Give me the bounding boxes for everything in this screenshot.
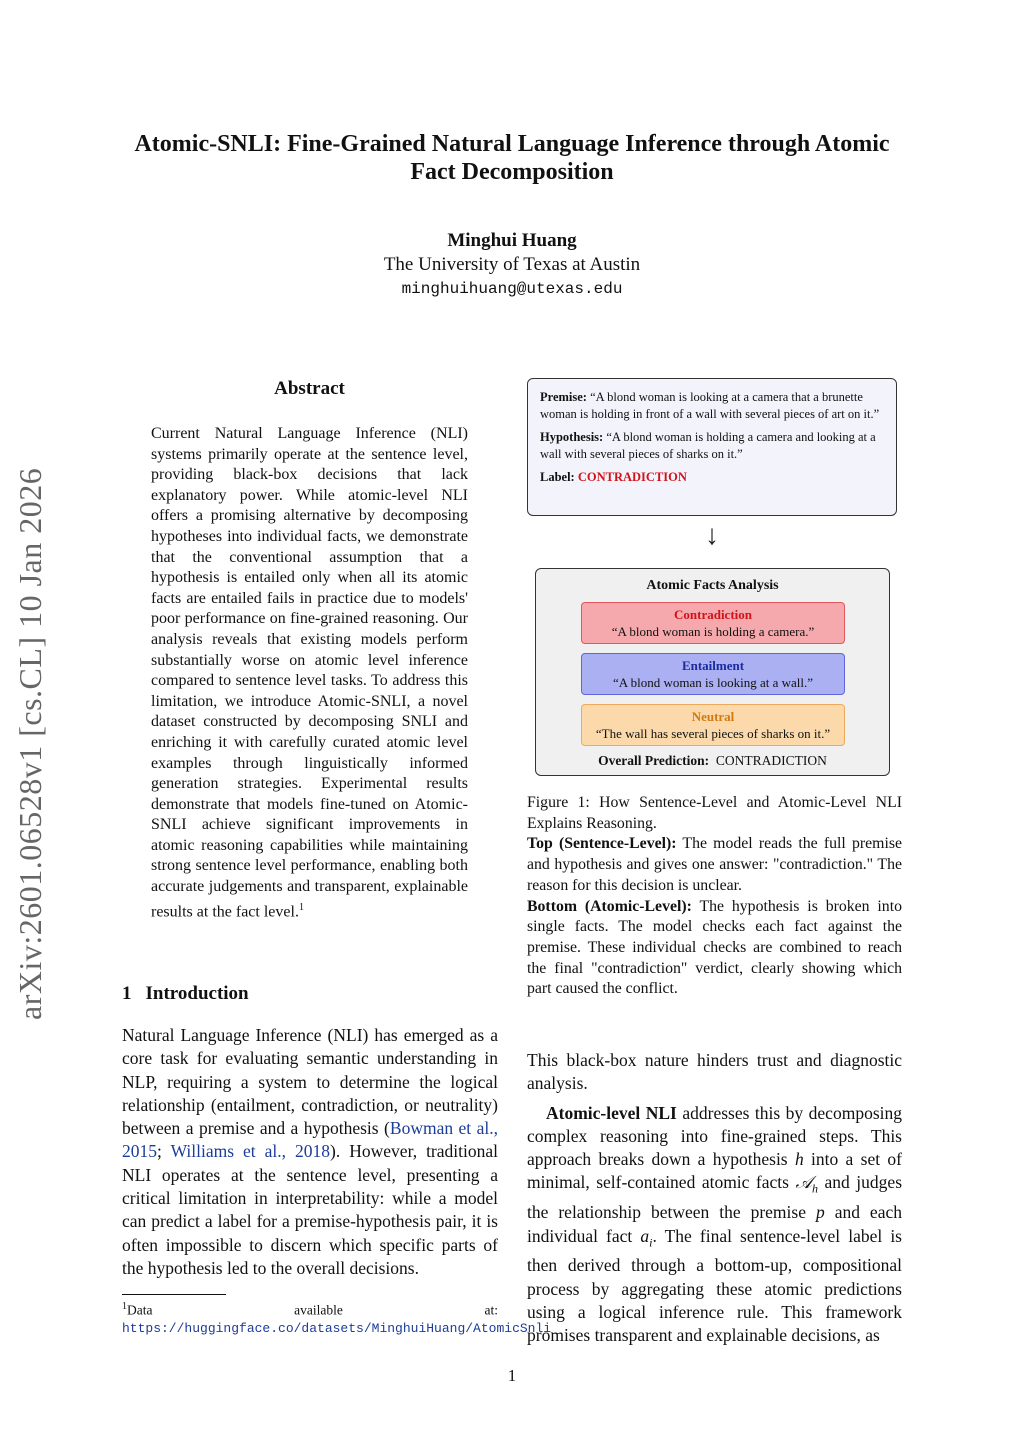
citation-bowman[interactable]: Bowman et al., 2015 [122, 1118, 498, 1162]
fact-text: “The wall has several pieces of sharks on it.” [595, 726, 831, 741]
footnote-rule [122, 1294, 226, 1295]
footnote-text: Data available at: [127, 1302, 498, 1318]
right-column-text [527, 1049, 902, 1354]
intro-paragraph [122, 1024, 498, 1280]
abstract-body [151, 424, 468, 923]
arxiv-stamp: arXiv:2601.06528v1 [cs.CL] 10 Jan 2026 [12, 467, 48, 1020]
math-a-sub: i [649, 1235, 653, 1250]
section-title: Introduction [145, 983, 249, 1004]
intro-text: ). However, traditional NLI operates at the sentence level, presenting a critical limitation in interpretability: while a model can predict a label for a premise-hypothesis pair, it is often impossible to discern which specific parts of the hypothesis led to the overall decisions. [122, 1141, 498, 1278]
paper-title: Atomic-SNLI: Fine-Grained Natural Language Inference through Atomic Fact Decomposition [134, 131, 890, 185]
fact-contradiction [581, 602, 845, 644]
fact-entailment [581, 653, 845, 695]
math-h: h [794, 1149, 804, 1170]
right-paragraph-2 [527, 1102, 902, 1348]
author-affiliation: The University of Texas at Austin [383, 254, 641, 275]
fact-text: “A blond woman is holding a camera.” [611, 624, 815, 639]
down-arrow-icon: ↓ [705, 520, 719, 551]
fact-label: Contradiction [674, 607, 752, 622]
section-number: 1 [122, 983, 132, 1004]
citation-williams[interactable]: Williams et al., 2018 [170, 1141, 331, 1162]
page-number: 1 [507, 1366, 517, 1385]
body-text: into a set of minimal, self-contained atomic facts [527, 1149, 902, 1193]
atomic-facts-box [535, 568, 890, 776]
author-name: Minghui Huang [447, 230, 577, 251]
label-line [540, 469, 884, 486]
math-p: p [815, 1202, 825, 1223]
fact-neutral [581, 704, 845, 746]
premise-text: “A blond woman is looking at a camera that a brunette woman is holding in front of a wall with several pieces of art on it.” [540, 390, 880, 421]
caption-top-text: The model reads the full premise and hypothesis and gives one answer: "contradiction." The reason for this decision is unclear. [527, 835, 902, 894]
analysis-title: Atomic Facts Analysis [646, 578, 779, 593]
premise-label: Premise: [540, 390, 587, 404]
fact-label: Entailment [681, 658, 745, 673]
label-label: Label: [540, 470, 575, 484]
atomic-nli-term: Atomic-level NLI [546, 1102, 677, 1123]
body-text: . The final sentence-level label is then derived through a bottom-up, compositional process by aggregating these atomic predictions using a logical inference rule. This framework promises transparent and explainable decisions, as [527, 1225, 902, 1346]
label-value: CONTRADICTION [577, 470, 687, 484]
sentence-level-box [527, 378, 897, 516]
caption-main: Figure 1: How Sentence-Level and Atomic-Level NLI Explains Reasoning. [527, 794, 902, 832]
body-text: and each individual fact [527, 1202, 902, 1246]
overall-value: CONTRADICTION [715, 753, 827, 768]
caption-top-label: Top (Sentence-Level): [527, 835, 677, 853]
right-paragraph-1: This black-box nature hinders trust and diagnostic analysis. [527, 1050, 902, 1094]
footnote-mark: 1 [122, 1301, 127, 1312]
footnote-ref[interactable]: 1 [298, 901, 304, 913]
footnote [122, 1298, 552, 1337]
math-a: a [640, 1225, 650, 1246]
author-email[interactable]: minghuihuang@utexas.edu [401, 280, 623, 298]
section-heading-introduction [122, 983, 249, 1005]
math-A-sub: h [812, 1181, 819, 1196]
premise [540, 389, 884, 423]
overall-label: Overall Prediction: [598, 753, 710, 768]
citation-separator: ; [157, 1141, 171, 1162]
math-A: 𝒜 [795, 1172, 813, 1193]
fact-text: “A blond woman is looking at a wall.” [612, 675, 814, 690]
figure-caption [527, 793, 902, 1000]
hypothesis-text: “A blond woman is holding a camera and looking at a wall with several pieces of sharks on it.” [540, 430, 876, 461]
intro-text: Natural Language Inference (NLI) has emerged as a core task for evaluating semantic understanding in NLP, requiring a system to determine the logical relationship (entailment, contradiction, or neutrality) between a premise and a hypothesis ( [122, 1025, 498, 1139]
body-text: and judges the relationship between the premise [527, 1172, 902, 1223]
footnote-url[interactable]: https://huggingface.co/datasets/MinghuiHuang/AtomicSnli [122, 1320, 552, 1336]
caption-bottom-label: Bottom (Atomic-Level): [527, 897, 692, 915]
hypothesis-label: Hypothesis: [540, 430, 604, 444]
fact-label: Neutral [691, 709, 735, 724]
caption-bottom [527, 897, 902, 1001]
hypothesis [540, 429, 884, 463]
overall-prediction [536, 753, 889, 769]
abstract-heading: Abstract [274, 378, 345, 399]
caption-top [527, 834, 902, 896]
body-text: addresses this by decomposing complex reasoning into fine-grained steps. This approach breaks down a hypothesis [527, 1102, 902, 1170]
caption-bottom-text: The hypothesis is broken into single facts. The model checks each fact against the premise. These individual checks are combined to reach the final "contradiction" verdict, clearly showing which part caused the conflict. [527, 897, 902, 998]
abstract-text: Current Natural Language Inference (NLI) systems primarily operate at the sentence level, providing black-box decisions that lack explanatory power. While atomic-level NLI offers a promising alternative by decomposing hypotheses into individual facts, we demonstrate that the conventional assumption that a hypothesis is entailed only when all its atomic facts are entailed fails in practice due to models' poor performance on fine-grained reasoning. Our analysis reveals that existing models perform substantially worse on atomic level inference compared to sentence level tasks. To address this limitation, we introduce Atomic-SNLI, a novel dataset constructed by decomposing SNLI and enriching it with carefully curated atomic level examples through linguistically informed generation strategies. Experimental results demonstrate that models fine-tuned on Atomic-SNLI achieve significant improvements in atomic reasoning capabilities while maintaining strong sentence level performance, enabling both accurate judgements and transparent, explainable results at the fact level. [151, 425, 468, 920]
